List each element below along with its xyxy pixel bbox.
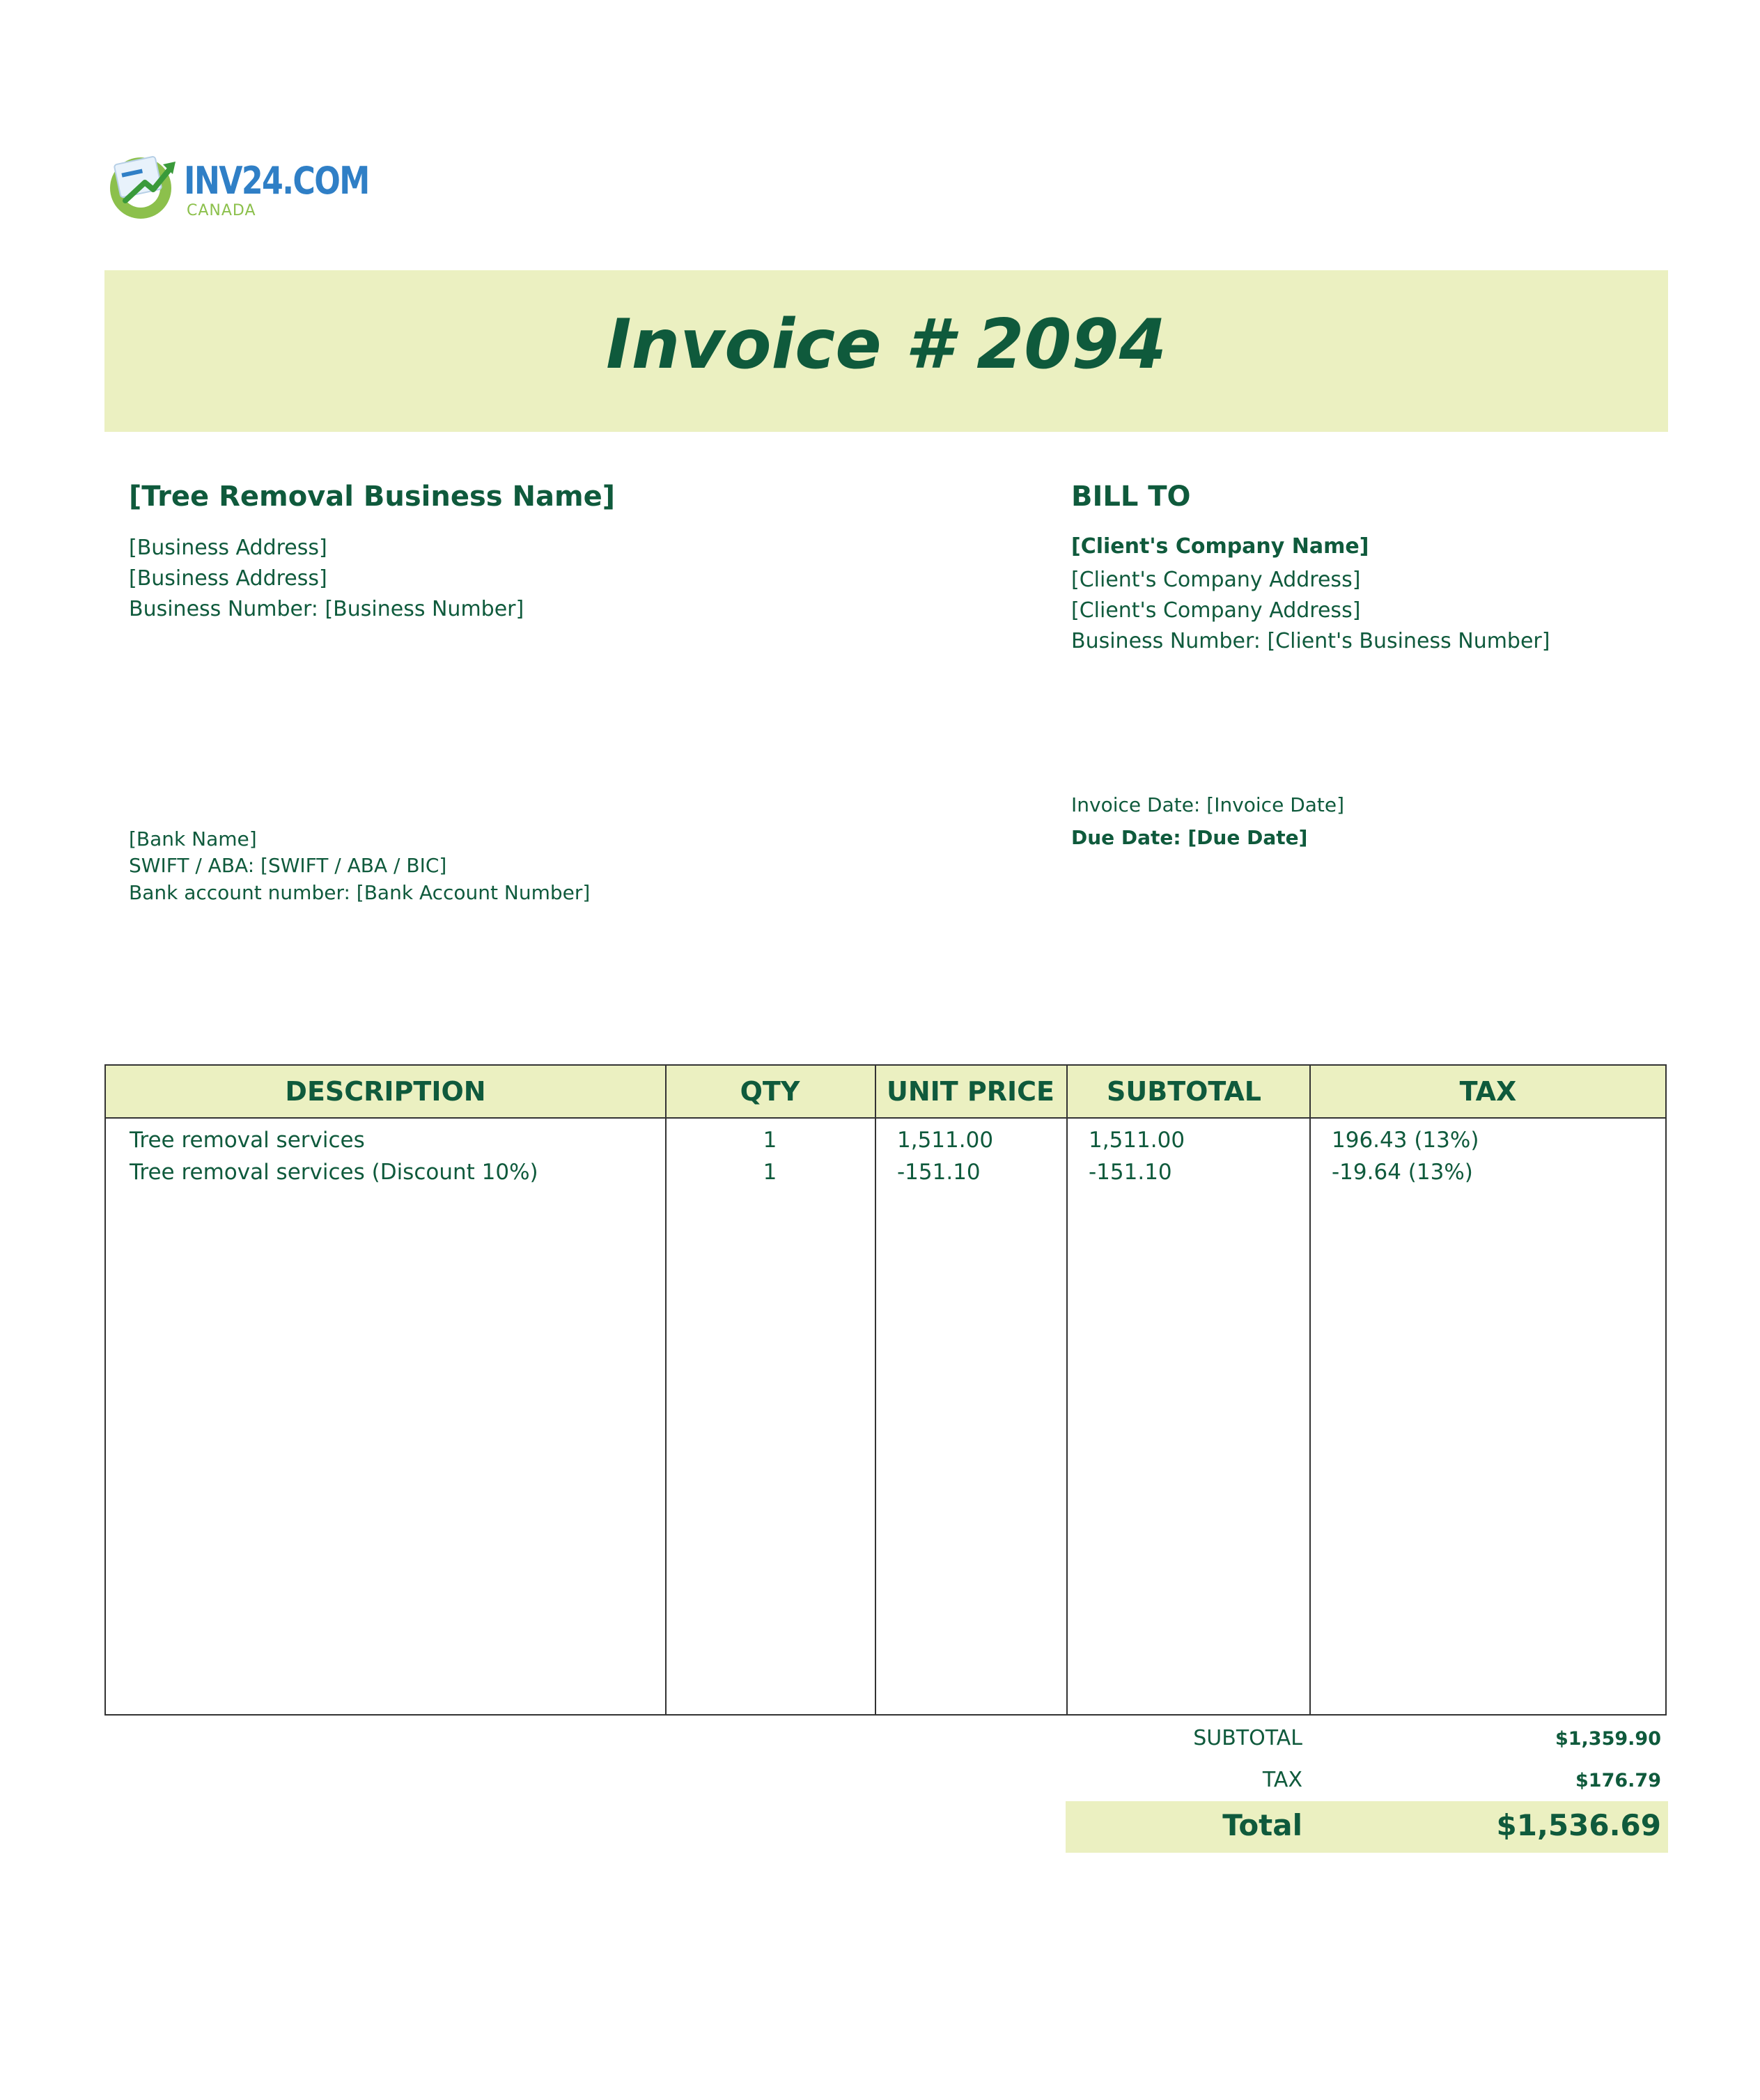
- row-2-unit-price: -151.10: [897, 1160, 981, 1185]
- tax-value: $176.79: [1575, 1770, 1661, 1791]
- seller-address-2: [Business Address]: [129, 566, 327, 591]
- row-2-tax: -19.64 (13%): [1332, 1160, 1473, 1185]
- subtotal-label: SUBTOTAL: [1193, 1726, 1302, 1750]
- row-2-description: Tree removal services (Discount 10%): [130, 1160, 538, 1185]
- row-1-tax: 196.43 (13%): [1332, 1128, 1479, 1153]
- header-tax: TAX: [1459, 1076, 1517, 1107]
- seller-business-number: Business Number: [Business Number]: [129, 597, 524, 621]
- column-divider: [875, 1066, 876, 1714]
- bank-name: [Bank Name]: [129, 827, 257, 850]
- row-1-subtotal: 1,511.00: [1089, 1128, 1185, 1153]
- logo-brand: INV24.COM: [184, 159, 369, 203]
- client-business-number: Business Number: [Client's Business Number]: [1071, 629, 1550, 653]
- total-row: [1066, 1801, 1668, 1853]
- row-1-unit-price: 1,511.00: [897, 1128, 994, 1153]
- row-2-qty: 1: [763, 1160, 777, 1185]
- title-banner: [104, 270, 1668, 432]
- header-description: DESCRIPTION: [285, 1076, 486, 1107]
- seller-name: [Tree Removal Business Name]: [129, 481, 616, 513]
- row-1-qty: 1: [763, 1128, 777, 1153]
- row-2-subtotal: -151.10: [1089, 1160, 1172, 1185]
- bank-account-number: Bank account number: [Bank Account Number]: [129, 881, 591, 904]
- items-table: [104, 1064, 1667, 1716]
- column-divider: [1309, 1066, 1311, 1714]
- header-qty: QTY: [740, 1076, 800, 1107]
- row-1-description: Tree removal services: [130, 1128, 365, 1153]
- column-divider: [1066, 1066, 1068, 1714]
- subtotal-value: $1,359.90: [1555, 1728, 1661, 1750]
- invoice-date: Invoice Date: [Invoice Date]: [1071, 793, 1345, 816]
- header-subtotal: SUBTOTAL: [1107, 1076, 1262, 1107]
- company-logo: [104, 146, 369, 226]
- invoice-title: Invoice # 2094: [606, 305, 1167, 384]
- seller-address-1: [Business Address]: [129, 536, 327, 560]
- bank-swift: SWIFT / ABA: [SWIFT / ABA / BIC]: [129, 854, 447, 877]
- logo-icon: [104, 146, 181, 223]
- tax-label: TAX: [1262, 1768, 1302, 1792]
- total-label: Total: [1222, 1808, 1302, 1842]
- header-unit-price: UNIT PRICE: [886, 1076, 1055, 1107]
- total-value: $1,536.69: [1496, 1808, 1661, 1842]
- client-company-name: [Client's Company Name]: [1071, 534, 1369, 559]
- due-date: Due Date: [Due Date]: [1071, 826, 1308, 849]
- client-address-1: [Client's Company Address]: [1071, 568, 1361, 592]
- bill-to-heading: BILL TO: [1071, 481, 1191, 513]
- logo-country: CANADA: [187, 202, 256, 219]
- client-address-2: [Client's Company Address]: [1071, 598, 1361, 623]
